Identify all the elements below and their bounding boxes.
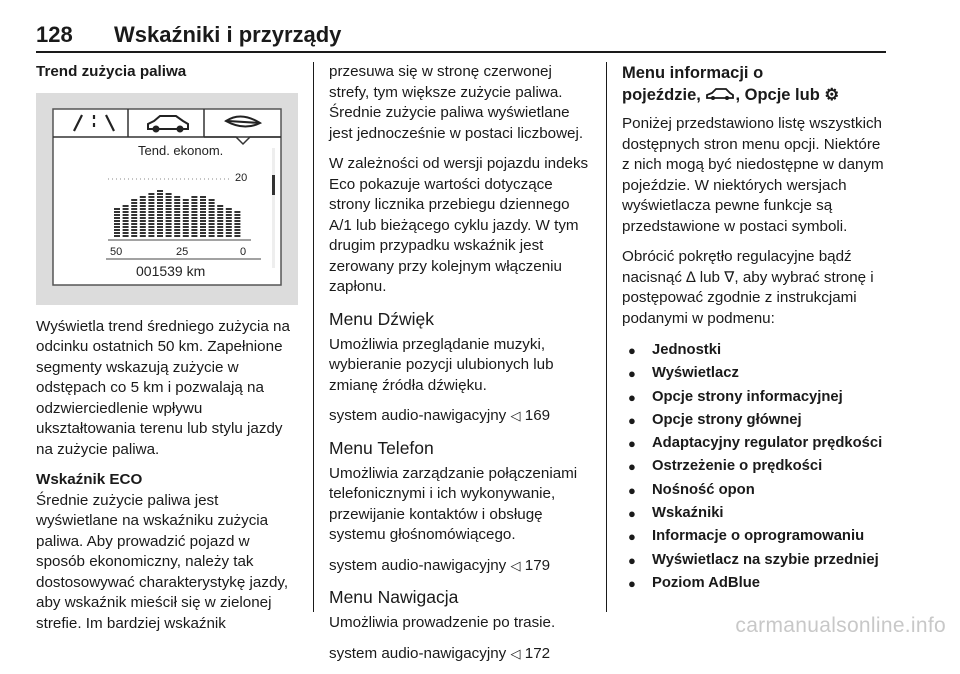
sound-description: Umożliwia przeglądanie muzyki, wybieranie pozycji ulubionych lub zmianę źródła dźwięku. <box>329 335 554 394</box>
scale-top-label: 20 <box>235 171 248 184</box>
submenu-list-item: ● Adaptacyjny regulator prędkości <box>622 432 892 455</box>
options-intro: Poniżej przedstawiono listę wszystkich dostępnych stron menu opcji. Niektóre z nich mogą być niedostępne w danym pojeździe. W niektórych wersjach wyświetlacza pewne funkcje są przedstawione w postaci symboli. <box>622 115 884 235</box>
odometer-readout: 001539 km <box>136 262 206 279</box>
section-heading-vehicle-info <box>622 62 892 106</box>
page-header <box>36 18 886 54</box>
submenu-list-item: ● Wyświetlacz na szybie przedniej <box>622 549 892 572</box>
phone-reference[interactable] <box>329 556 591 577</box>
trend-bar <box>166 193 172 237</box>
submenu-list-item: ● Informacje o oprogramowaniu <box>622 525 892 548</box>
navigation-reference[interactable] <box>329 644 591 665</box>
watermark: carmanualsonline.info <box>735 614 946 637</box>
submenu-list-item: ● Opcje strony głównej <box>622 409 892 432</box>
eco-continued: przesuwa się w stronę czerwonej strefy, tym większe zużycie paliwa. Średnie zużycie paliwa wyświetlane jest jednocześnie w postaci liczbowej. <box>329 63 584 142</box>
eco-version-note: W zależności od wersji pojazdu indeks Eco pokazuje wartości dotyczące strony licznika przebiegu dziennego A/1 lub bieżącego cyklu jazdy. W tym drugim przypadku wskaźnik jest zerowany przy kolejnym włączeniu zapłonu. <box>329 155 589 295</box>
page-title: Wskaźniki i przyrządy <box>114 22 342 47</box>
submenu-list-item: ● Nośność opon <box>622 479 892 502</box>
submenu-list-item: ● Poziom AdBlue <box>622 572 892 595</box>
section-heading-navigation: Menu Nawigacja <box>329 587 459 607</box>
fuel-trend-description: Wyświetla trend średniego zużycia na odcinku ostatnich 50 km. Zapełnione segmenty wskazują zużycie w odstępach co 5 km i pozwalają na odzwierciedlenie wpływu ukształtowania terenu lub stylu jazdy na zużycie paliwa. <box>36 317 290 458</box>
trend-bar <box>148 193 154 237</box>
sound-reference-page: 169 <box>524 407 551 424</box>
section-heading-fuel-trend: Trend zużycia paliwa <box>36 63 187 80</box>
submenu-list-item: ● Opcje strony informacyjnej <box>622 386 892 409</box>
page-reference-icon: ◁ <box>510 557 521 573</box>
column-divider-1 <box>313 62 314 612</box>
column-2 <box>329 62 591 674</box>
trend-bar <box>123 205 129 237</box>
up-arrow-icon: ∆ <box>686 268 696 286</box>
instruction-part-b: lub <box>699 268 720 286</box>
options-instruction <box>622 247 892 329</box>
section-heading-sound: Menu Dźwięk <box>329 308 435 329</box>
navigation-description: Umożliwia prowadzenie po trasie. <box>329 614 556 631</box>
display-illustration <box>36 93 298 305</box>
submenu-list-item: ● Jednostki <box>622 339 892 362</box>
axis-label-25: 25 <box>176 245 189 258</box>
instruction-part-a: Obrócić pokrętło regulacyjne bądź nacisnąć <box>622 248 852 286</box>
car-icon <box>705 86 735 102</box>
column-divider-2 <box>606 62 607 612</box>
display-label: Tend. ekonom. <box>138 142 224 158</box>
column-3 <box>622 62 892 595</box>
trend-bar <box>234 211 240 237</box>
submenu-list <box>622 339 892 595</box>
instruction-part-c: , aby wybrać stronę i postępować zgodnie z instrukcjami podanymi w podmenu: <box>622 268 874 327</box>
heading-line-1: Menu informacji o <box>622 64 764 82</box>
page-reference-icon: ◁ <box>510 645 521 661</box>
page-number: 128 <box>36 22 73 47</box>
phone-reference-page: 179 <box>524 556 551 574</box>
axis-label-50: 50 <box>110 245 123 258</box>
down-arrow-icon: ∇ <box>724 268 735 286</box>
sound-reference[interactable] <box>329 406 591 427</box>
sound-reference-text: system audio-nawigacyjny <box>329 407 507 424</box>
navigation-reference-text: system audio-nawigacyjny <box>329 644 507 662</box>
navigation-reference-page: 172 <box>524 644 551 662</box>
trend-bar <box>217 205 223 237</box>
fuel-trend-display-figure <box>36 93 298 305</box>
column-1 <box>36 62 298 644</box>
gear-icon: ⚙ <box>824 86 840 104</box>
page-reference-icon: ◁ <box>510 408 521 423</box>
eco-heading: Wskaźnik ECO <box>36 471 143 488</box>
phone-description: Umożliwia zarządzanie połączeniami telefonicznymi i ich wykonywanie, przewijanie kontaktów i obsługę systemu głośnomówiącego. <box>329 464 578 543</box>
eco-description: Średnie zużycie paliwa jest wyświetlane na wskaźniku zużycia paliwa. Aby prowadzić pojazd w sposób ekonomiczny, należy tak dostosowywać charakterystykę jazdy, aby wskaźnik mieścił się w zielonej strefie. Im bardziej wskaźnik <box>36 491 289 632</box>
axis-label-0: 0 <box>240 245 247 258</box>
heading-line-2b: , Opcje lub <box>735 86 820 104</box>
heading-line-2a: pojeździe, <box>622 86 701 104</box>
section-heading-phone: Menu Telefon <box>329 437 434 458</box>
submenu-list-item: ● Ostrzeżenie o prędkości <box>622 455 892 478</box>
submenu-list-item: ● Wskaźniki <box>622 502 892 525</box>
phone-reference-text: system audio-nawigacyjny <box>329 556 507 574</box>
header-rule <box>36 51 886 53</box>
submenu-list-item: ● Wyświetlacz <box>622 362 892 385</box>
